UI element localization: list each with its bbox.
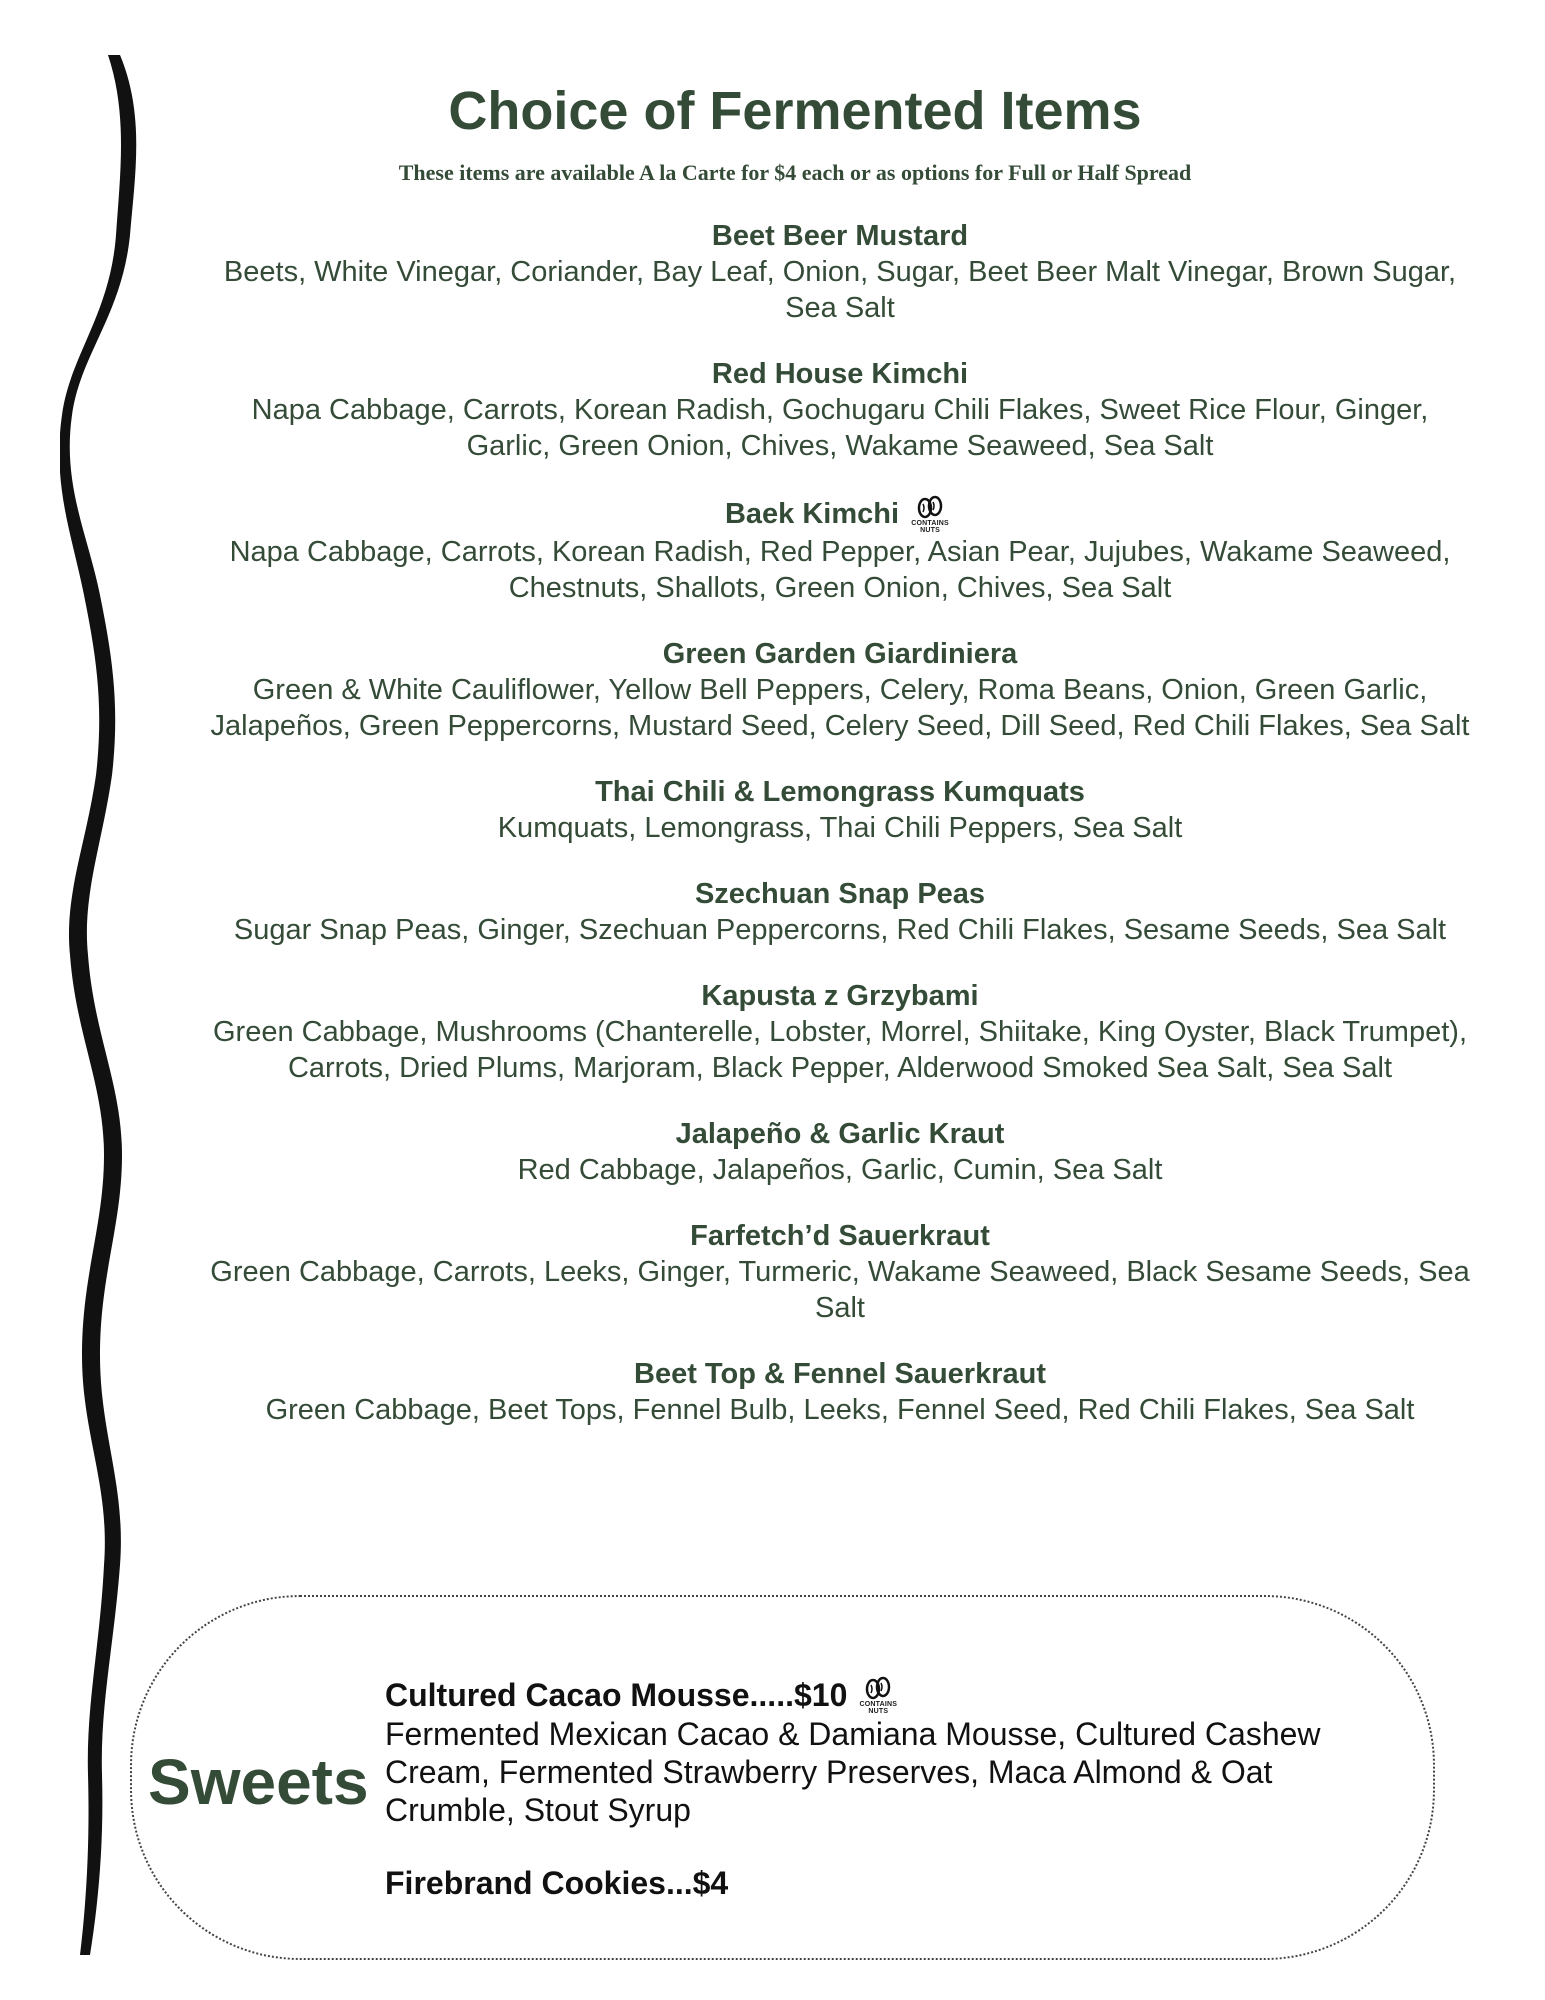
contains-nuts-badge	[853, 1675, 903, 1715]
item-name: Szechuan Snap Peas	[694, 878, 986, 910]
menu-item	[210, 494, 1470, 606]
menu-item	[210, 1356, 1470, 1428]
item-name: Beet Beer Mustard	[711, 220, 969, 252]
item-name: Kapusta z Grzybami	[701, 980, 979, 1012]
nut-icon	[863, 1675, 893, 1701]
item-description: Kumquats, Lemongrass, Thai Chili Peppers, Sea Salt	[497, 812, 1183, 844]
menu-item	[210, 876, 1470, 948]
nut-icon	[915, 494, 945, 520]
spacer	[385, 1829, 1385, 1863]
badge-text-contains: CONTAINS	[911, 520, 949, 527]
menu-item	[210, 978, 1470, 1086]
item-name: Jalapeño & Garlic Kraut	[675, 1118, 1005, 1150]
menu-item	[210, 774, 1470, 846]
menu-item	[210, 1116, 1470, 1188]
item-description: Sugar Snap Peas, Ginger, Szechuan Peppercorns, Red Chili Flakes, Sesame Seeds, Sea Salt	[233, 914, 1447, 946]
item-description: Green & White Cauliflower, Yellow Bell Peppers, Celery, Roma Beans, Onion, Green Garlic, Jalapeños, Green Peppercorns, Mustard Seed, Celery Seed, Dill Seed, Red Chili Flakes, Sea Salt	[210, 674, 1470, 742]
item-name-row	[725, 494, 955, 534]
contains-nuts-badge	[905, 494, 955, 534]
badge-text-nuts: NUTS	[868, 1708, 889, 1715]
badge-text-contains: CONTAINS	[859, 1701, 898, 1708]
page-subtitle: These items are available A la Carte for $4 each or as options for Full or Half Spread	[398, 160, 1192, 185]
menu-item	[210, 1218, 1470, 1326]
sweet-item-name: Firebrand Cookies...$4	[385, 1865, 729, 1901]
sweet-item-description: Fermented Mexican Cacao & Damiana Mousse, Cultured Cashew Cream, Fermented Strawberry Preserves, Maca Almond & Oat Crumble, Stout Syrup	[385, 1716, 1321, 1828]
badge-text-nuts: NUTS	[920, 527, 940, 534]
item-name: Baek Kimchi	[724, 498, 900, 530]
menu-item	[210, 636, 1470, 744]
brush-vine-decoration	[60, 55, 170, 1955]
item-description: Green Cabbage, Carrots, Leeks, Ginger, Turmeric, Wakame Seaweed, Black Sesame Seeds, Sea Salt	[210, 1256, 1470, 1324]
fermented-items-list	[210, 218, 1470, 1458]
item-description: Napa Cabbage, Carrots, Korean Radish, Red Pepper, Asian Pear, Jujubes, Wakame Seaweed, Chestnuts, Shallots, Green Onion, Chives, Sea Salt	[229, 536, 1451, 604]
item-description: Napa Cabbage, Carrots, Korean Radish, Gochugaru Chili Flakes, Sweet Rice Flour, Ginger, Garlic, Green Onion, Chives, Wakame Seaweed, Sea Salt	[251, 394, 1429, 462]
sweet-item-name-row	[385, 1675, 903, 1715]
item-name: Beet Top & Fennel Sauerkraut	[634, 1358, 1046, 1390]
item-name: Red House Kimchi	[711, 358, 969, 390]
page-title: Choice of Fermented Items	[448, 81, 1142, 141]
menu-item	[210, 356, 1470, 464]
item-name: Thai Chili & Lemongrass Kumquats	[595, 776, 1085, 808]
sweets-list	[385, 1675, 1385, 1903]
item-description: Beets, White Vinegar, Coriander, Bay Leaf, Onion, Sugar, Beet Beer Malt Vinegar, Brown Sugar, Sea Salt	[223, 256, 1457, 324]
item-name: Farfetch’d Sauerkraut	[690, 1220, 990, 1252]
item-description: Green Cabbage, Mushrooms (Chanterelle, Lobster, Morrel, Shiitake, King Oyster, Black Trumpet), Carrots, Dried Plums, Marjoram, Black Pepper, Alderwood Smoked Sea Salt, Sea Salt	[213, 1016, 1467, 1084]
item-description: Red Cabbage, Jalapeños, Garlic, Cumin, Sea Salt	[517, 1154, 1163, 1186]
sweet-item-name: Cultured Cacao Mousse.....$10	[385, 1677, 848, 1713]
item-name: Green Garden Giardiniera	[662, 638, 1018, 670]
menu-item	[210, 218, 1470, 326]
sweets-heading: Sweets	[148, 1746, 369, 1818]
item-description: Green Cabbage, Beet Tops, Fennel Bulb, Leeks, Fennel Seed, Red Chili Flakes, Sea Salt	[265, 1394, 1415, 1426]
